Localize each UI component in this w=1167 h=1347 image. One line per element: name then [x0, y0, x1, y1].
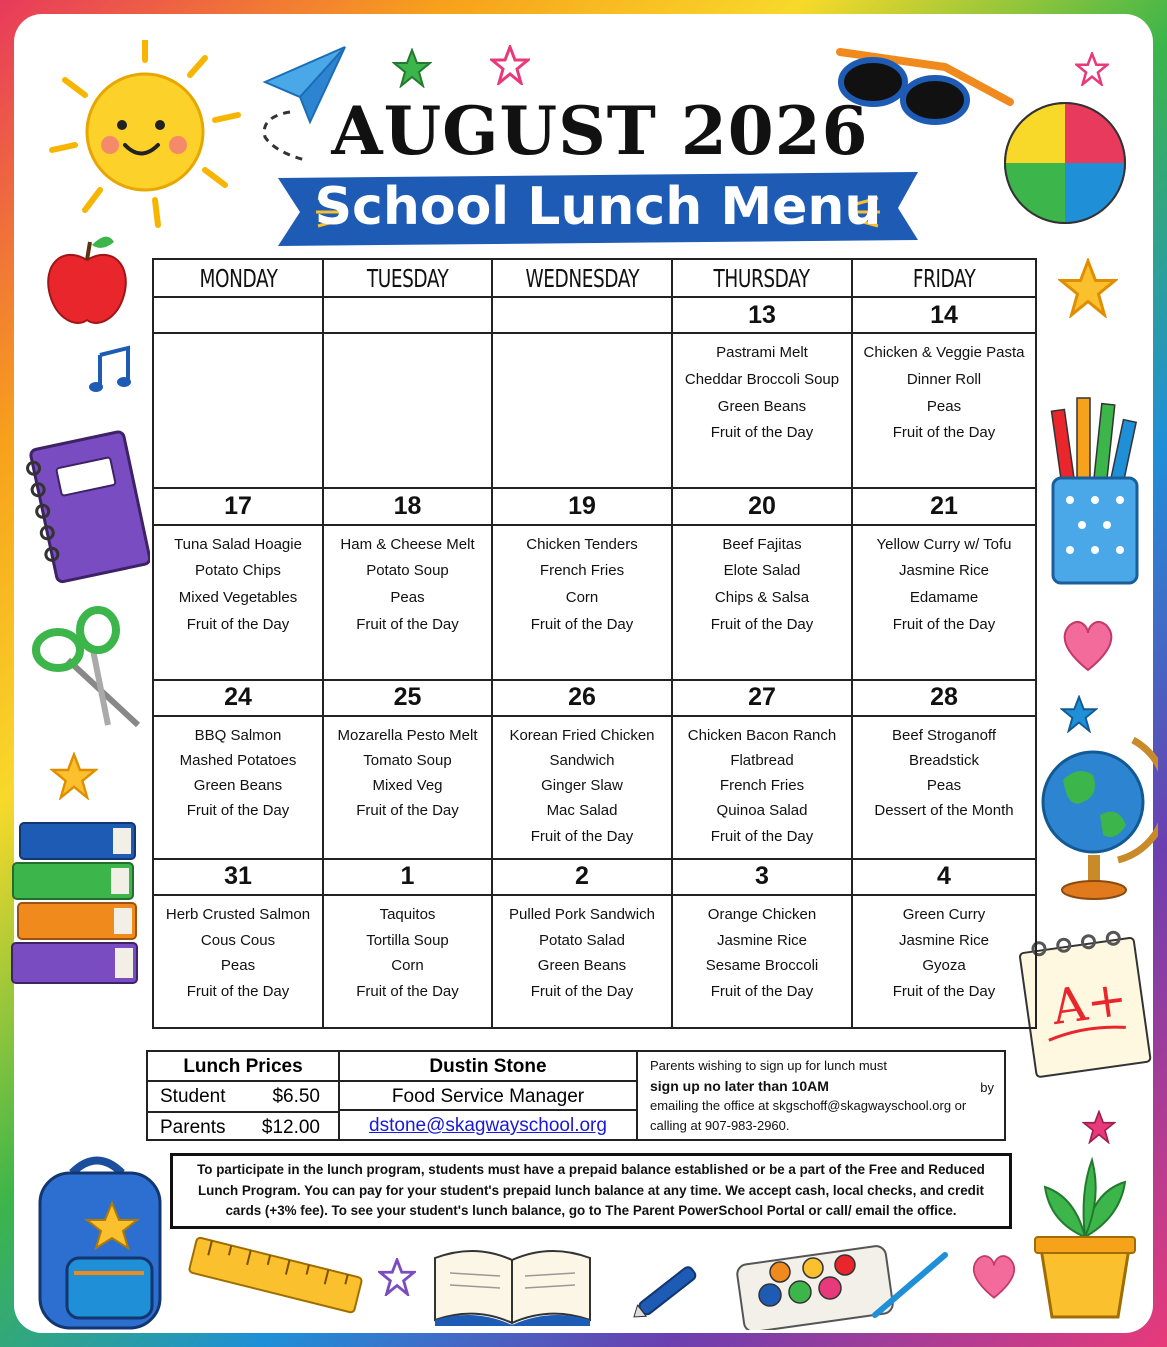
weekday-header-row — [153, 259, 1036, 297]
menu-item: Edamame — [909, 588, 979, 606]
day-menu-cell — [672, 895, 852, 1028]
menu-item: Green Beans — [717, 397, 807, 415]
menu-item: Peas — [926, 777, 962, 795]
menu-item: Mac Salad — [546, 802, 618, 820]
day-menu-cell — [672, 525, 852, 680]
date-number — [153, 297, 323, 333]
menu-item: Fruit of the Day — [710, 615, 814, 633]
menu-item: Herb Crusted Salmon — [165, 906, 311, 923]
date-number: 28 — [852, 680, 1036, 716]
menu-item: Cous Cous — [200, 931, 276, 949]
menu-item: Potato Soup — [366, 562, 449, 580]
menu-item: Mixed Vegetables — [178, 588, 298, 606]
star-icon — [392, 48, 432, 88]
day-menu-cell — [323, 525, 492, 680]
day-menu-cell — [852, 333, 1036, 488]
weekday-header: TUESDAY — [323, 259, 492, 297]
menu-item: Fruit of the Day — [892, 424, 996, 442]
date-row — [153, 680, 1036, 716]
globe-icon — [1038, 730, 1158, 905]
program-notice: To participate in the lunch program, students must have a prepaid balance established or be a part of the Free and Reduced Lunch Program. You can pay for your student's prepaid lunch balance at any time. We accept cash, local checks, and credit cards (+3% fee). To see your student's lunch balance, go to The Parent PowerSchool Portal or call/ email the office. — [170, 1153, 1012, 1229]
menu-item: Fruit of the Day — [356, 983, 459, 1001]
day-menu-cell — [852, 716, 1036, 859]
date-row — [153, 488, 1036, 524]
date-row — [153, 297, 1036, 333]
menu-item: Fruit of the Day — [530, 983, 634, 1001]
menu-item: Green Beans — [193, 777, 283, 795]
day-menu-cell — [492, 895, 672, 1028]
menu-item: Fruit of the Day — [892, 983, 996, 1001]
menu-item: Fruit of the Day — [710, 424, 814, 442]
menu-item: Mashed Potatoes — [179, 752, 297, 769]
day-menu-cell — [672, 333, 852, 488]
menu-item: Peas — [220, 957, 256, 975]
plant-pot-icon — [1030, 1152, 1140, 1322]
date-number — [323, 297, 492, 333]
date-number: 4 — [852, 859, 1036, 895]
menu-item: Tortilla Soup — [366, 931, 449, 949]
menu-item: Gyoza — [922, 957, 966, 975]
menu-item: Dessert of the Month — [874, 802, 1014, 820]
menu-item: Sesame Broccoli — [705, 957, 819, 975]
menu-item: French Fries — [539, 562, 625, 580]
menu-item: Beef Stroganoff — [892, 726, 996, 744]
books-stack-icon — [8, 818, 143, 998]
scissors-icon — [28, 605, 148, 735]
date-number: 27 — [672, 680, 852, 716]
star-icon — [490, 45, 530, 85]
lunch-calendar — [152, 258, 1037, 1029]
menu-item: Fruit of the Day — [710, 983, 814, 1001]
date-number: 24 — [153, 680, 323, 716]
svg-text:A+: A+ — [1048, 970, 1131, 1037]
date-number — [492, 297, 672, 333]
menu-item: Yellow Curry w/ Tofu — [876, 535, 1012, 553]
menu-item: Pastrami Melt — [716, 344, 808, 362]
menu-item: Breadstick — [908, 752, 980, 769]
menu-item: Tuna Salad Hoagie — [174, 535, 302, 553]
day-menu-cell — [153, 333, 323, 488]
open-book-icon — [430, 1238, 595, 1328]
star-icon — [1082, 1110, 1116, 1144]
menu-item: Mozarella Pesto Melt — [337, 726, 478, 744]
beach-ball-icon — [1000, 98, 1130, 228]
menu-item: Potato Chips — [195, 562, 281, 580]
sun-icon — [40, 40, 250, 240]
date-number: 13 — [672, 297, 852, 333]
price-row-parents: Parents $12.00 — [148, 1111, 338, 1140]
menu-item: Corn — [565, 588, 599, 606]
date-number: 20 — [672, 488, 852, 524]
weekday-header: THURSDAY — [672, 259, 852, 297]
day-menu-cell — [492, 716, 672, 859]
subtitle-banner — [278, 168, 918, 248]
menu-row — [153, 895, 1036, 1028]
menu-item: Chicken Tenders — [526, 535, 638, 553]
date-number: 21 — [852, 488, 1036, 524]
prices-heading: Lunch Prices — [148, 1052, 338, 1082]
date-number: 26 — [492, 680, 672, 716]
day-menu-cell — [323, 333, 492, 488]
day-menu-cell — [852, 895, 1036, 1028]
music-note-icon — [88, 345, 133, 395]
weekday-header: MONDAY — [153, 259, 323, 297]
manager-email-link[interactable]: dstone@skagwayschool.org — [369, 1115, 607, 1136]
date-number: 25 — [323, 680, 492, 716]
heart-icon — [968, 1250, 1020, 1302]
day-menu-cell — [672, 716, 852, 859]
date-number: 18 — [323, 488, 492, 524]
menu-item: Green Curry — [902, 906, 986, 923]
day-menu-cell — [323, 895, 492, 1028]
info-panel — [146, 1050, 1006, 1141]
menu-item: Fruit of the Day — [530, 615, 634, 633]
pen-icon — [625, 1250, 715, 1330]
menu-item: Peas — [390, 588, 425, 606]
manager-role: Food Service Manager — [340, 1082, 636, 1111]
backpack-icon — [22, 1148, 172, 1333]
menu-item: Green Beans — [537, 957, 627, 975]
star-icon — [1060, 695, 1098, 733]
ruler-icon — [185, 1232, 365, 1322]
date-number: 14 — [852, 297, 1036, 333]
day-menu-cell — [153, 716, 323, 859]
date-number: 19 — [492, 488, 672, 524]
menu-item: Fruit of the Day — [892, 615, 996, 633]
menu-row — [153, 333, 1036, 488]
menu-item: Corn — [391, 957, 424, 975]
day-menu-cell — [323, 716, 492, 859]
lunch-prices-box — [148, 1052, 340, 1139]
date-number: 1 — [323, 859, 492, 895]
menu-item: Jasmine Rice — [716, 931, 808, 949]
page-subtitle: School Lunch Menu — [314, 177, 882, 237]
menu-item: Dinner Roll — [906, 370, 982, 388]
date-number: 17 — [153, 488, 323, 524]
price-row-student: Student $6.50 — [160, 1086, 320, 1107]
menu-item: Fruit of the Day — [186, 802, 290, 820]
signup-instructions: Parents wishing to sign up for lunch must sign up no later than 10AM by emailing the office at skgschoff@skagwayschool.org or calling at 907-983-2960. — [650, 1058, 994, 1133]
menu-row — [153, 525, 1036, 680]
menu-item: Cheddar Broccoli Soup — [684, 370, 840, 388]
manager-contact-box — [340, 1052, 638, 1139]
menu-item: Chicken Bacon Ranch — [687, 726, 837, 744]
menu-item: Elote Salad — [723, 562, 801, 580]
date-number: 31 — [153, 859, 323, 895]
apple-icon — [42, 230, 132, 330]
menu-item: Fruit of the Day — [356, 615, 459, 633]
menu-item: Tomato Soup — [363, 752, 452, 769]
weekday-header: WEDNESDAY — [492, 259, 672, 297]
star-icon — [1058, 258, 1118, 318]
day-menu-cell — [153, 895, 323, 1028]
menu-item: Peas — [926, 397, 962, 415]
day-menu-cell — [153, 525, 323, 680]
date-number: 3 — [672, 859, 852, 895]
menu-item: Korean Fried Chicken — [509, 726, 655, 744]
menu-item: Fruit of the Day — [530, 827, 634, 845]
menu-item: Fruit of the Day — [710, 827, 814, 845]
menu-item: Fruit of the Day — [356, 802, 459, 820]
menu-item: Ham & Cheese Melt — [340, 535, 475, 553]
menu-item: Beef Fajitas — [722, 535, 802, 553]
day-menu-cell — [492, 333, 672, 488]
manager-name: Dustin Stone — [340, 1052, 636, 1082]
menu-item: Mixed Veg — [372, 777, 443, 795]
menu-item: Jasmine Rice — [898, 931, 990, 949]
date-number: 2 — [492, 859, 672, 895]
date-row — [153, 859, 1036, 895]
menu-item: Flatbread — [730, 752, 794, 769]
heart-icon — [1058, 615, 1118, 675]
menu-item: Quinoa Salad — [716, 802, 808, 820]
notebook-icon — [25, 428, 150, 588]
menu-item: Chips & Salsa — [714, 588, 810, 606]
menu-item: BBQ Salmon — [194, 726, 282, 744]
menu-item: French Fries — [719, 777, 805, 795]
menu-item: Potato Salad — [539, 931, 625, 949]
menu-item: Jasmine Rice — [898, 562, 990, 580]
menu-item: Sandwich — [549, 752, 615, 769]
day-menu-cell — [852, 525, 1036, 680]
menu-item: Fruit of the Day — [186, 615, 290, 633]
star-icon — [50, 752, 98, 800]
menu-item: Taquitos — [379, 906, 436, 923]
menu-item: Pulled Pork Sandwich — [509, 906, 655, 923]
paint-palette-icon — [735, 1240, 955, 1330]
weekday-header: FRIDAY — [852, 259, 1036, 297]
page-title: AUGUST 2026 — [331, 92, 869, 170]
star-icon — [1075, 52, 1109, 86]
pencil-cup-icon — [1045, 390, 1145, 590]
day-menu-cell — [492, 525, 672, 680]
menu-item: Chicken & Veggie Pasta — [863, 344, 1025, 362]
menu-item: Fruit of the Day — [186, 983, 290, 1001]
menu-row — [153, 716, 1036, 859]
menu-item: Orange Chicken — [707, 906, 817, 923]
menu-item: Ginger Slaw — [541, 777, 623, 795]
star-icon — [378, 1258, 416, 1296]
